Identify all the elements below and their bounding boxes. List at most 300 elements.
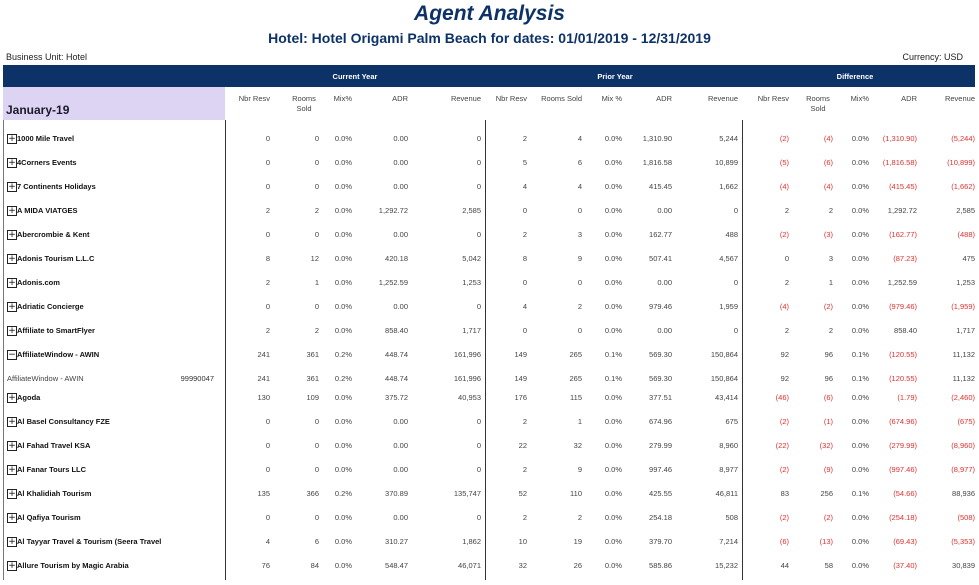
plus-box-icon[interactable]: +: [8, 326, 16, 336]
column-header-py-mix: Mix %: [601, 94, 622, 103]
diff-adr-cell: (54.66): [893, 489, 917, 498]
agent-name[interactable]: Al Fanar Tours LLC: [17, 465, 87, 474]
py-revenue-cell: 508: [725, 513, 738, 522]
table-row: [0, 182, 979, 206]
diff-mix-cell: 0.0%: [851, 441, 869, 450]
column-header-diff-rooms-sold: Rooms Sold: [806, 94, 830, 113]
py-rooms-sold-cell: 0: [577, 326, 582, 335]
diff-rooms-sold-cell: (4): [823, 134, 833, 143]
cy-rooms-sold-cell: 0: [314, 134, 319, 143]
cy-revenue-cell: 1,717: [462, 326, 481, 335]
diff-adr-cell: 1,252.59: [887, 278, 917, 287]
diff-adr-cell: (162.77): [889, 230, 917, 239]
agent-name[interactable]: Affiliate to SmartFlyer: [17, 326, 95, 335]
cy-nbr-resv-cell: 0: [265, 417, 270, 426]
column-header-diff-nbr-resv: Nbr Resv: [757, 94, 789, 103]
cy-adr-cell: 0.00: [393, 302, 408, 311]
py-revenue-cell: 150,864: [710, 374, 738, 383]
cy-rooms-sold-cell: 84: [310, 561, 319, 570]
py-nbr-resv-cell: 5: [522, 158, 527, 167]
agent-name[interactable]: A MIDA VIATGES: [17, 206, 78, 215]
diff-mix-cell: 0.0%: [851, 158, 869, 167]
cy-nbr-resv-cell: 2: [265, 278, 270, 287]
cy-nbr-resv-cell: 0: [265, 158, 270, 167]
diff-revenue-cell: (1,662): [951, 182, 975, 191]
diff-revenue-cell: (2,460): [951, 393, 975, 402]
diff-mix-cell: 0.0%: [851, 417, 869, 426]
cy-rooms-sold-cell: 361: [306, 374, 319, 383]
py-adr-cell: 674.96: [649, 417, 672, 426]
cy-mix-cell: 0.0%: [334, 230, 352, 239]
cy-adr-cell: 548.47: [385, 561, 408, 570]
diff-adr-cell: (979.46): [889, 302, 917, 311]
diff-adr-cell: (1,310.90): [882, 134, 917, 143]
table-row: [0, 441, 979, 465]
diff-revenue-cell: (10,899): [947, 158, 975, 167]
diff-revenue-cell: 1,253: [956, 278, 975, 287]
plus-box-icon[interactable]: +: [8, 513, 16, 523]
py-nbr-resv-cell: 4: [522, 182, 527, 191]
cy-mix-cell: 0.0%: [334, 302, 352, 311]
diff-rooms-sold-cell: (1): [823, 417, 833, 426]
cy-mix-cell: 0.2%: [334, 374, 352, 383]
cy-adr-cell: 1,292.72: [378, 206, 408, 215]
table-row: [0, 230, 979, 254]
diff-rooms-sold-cell: 58: [824, 561, 833, 570]
diff-nbr-resv-cell: 92: [780, 374, 789, 383]
agent-name[interactable]: 7 Continents Holidays: [17, 182, 96, 191]
column-header-cy-nbr-resv: Nbr Resv: [238, 94, 270, 103]
plus-box-icon[interactable]: +: [8, 441, 16, 451]
cy-revenue-cell: 0: [476, 417, 481, 426]
py-revenue-cell: 8,960: [719, 441, 738, 450]
agent-name[interactable]: 1000 Mile Travel: [17, 134, 75, 143]
minus-box-icon[interactable]: −: [8, 350, 16, 360]
agent-name[interactable]: Al Qafiya Tourism: [17, 513, 81, 522]
diff-nbr-resv-cell: 2: [784, 278, 789, 287]
diff-revenue-cell: 11,132: [952, 374, 975, 383]
py-nbr-resv-cell: 0: [522, 206, 527, 215]
py-nbr-resv-cell: 2: [522, 513, 527, 522]
agent-name[interactable]: Adriatic Concierge: [17, 302, 84, 311]
cy-mix-cell: 0.0%: [334, 513, 352, 522]
column-header-cy-revenue: Revenue: [450, 94, 481, 103]
cy-revenue-cell: 0: [476, 513, 481, 522]
table-row: [0, 302, 979, 326]
table-row: [0, 561, 979, 585]
diff-nbr-resv-cell: 92: [780, 350, 789, 359]
py-mix-cell: 0.0%: [604, 206, 622, 215]
py-adr-cell: 415.45: [649, 182, 672, 191]
diff-adr-cell: (120.55): [889, 350, 917, 359]
py-adr-cell: 254.18: [649, 513, 672, 522]
cy-adr-cell: 375.72: [385, 393, 408, 402]
plus-box-icon[interactable]: +: [8, 134, 16, 144]
py-adr-cell: 377.51: [649, 393, 672, 402]
py-revenue-cell: 5,244: [719, 134, 738, 143]
cy-adr-cell: 0.00: [393, 441, 408, 450]
cy-nbr-resv-cell: 8: [265, 254, 270, 263]
py-mix-cell: 0.0%: [604, 465, 622, 474]
cy-nbr-resv-cell: 0: [265, 182, 270, 191]
cy-revenue-cell: 0: [476, 134, 481, 143]
py-nbr-resv-cell: 0: [522, 326, 527, 335]
plus-box-icon[interactable]: +: [8, 230, 16, 240]
py-mix-cell: 0.0%: [604, 561, 622, 570]
cy-mix-cell: 0.0%: [334, 561, 352, 570]
cy-revenue-cell: 1,253: [462, 278, 481, 287]
diff-revenue-cell: 475: [962, 254, 975, 263]
cy-adr-cell: 448.74: [385, 350, 408, 359]
py-revenue-cell: 46,811: [715, 489, 738, 498]
diff-rooms-sold-cell: 2: [828, 206, 833, 215]
py-adr-cell: 279.99: [649, 441, 672, 450]
cy-revenue-cell: 5,042: [462, 254, 481, 263]
table-row: [0, 513, 979, 537]
cy-mix-cell: 0.0%: [334, 278, 352, 287]
py-adr-cell: 0.00: [657, 326, 672, 335]
cy-rooms-sold-cell: 0: [314, 182, 319, 191]
agent-name[interactable]: Al Tayyar Travel & Tourism (Seera Travel: [17, 537, 162, 546]
py-adr-cell: 0.00: [657, 278, 672, 287]
py-mix-cell: 0.0%: [604, 254, 622, 263]
py-nbr-resv-cell: 149: [514, 350, 527, 359]
diff-nbr-resv-cell: (2): [779, 134, 789, 143]
py-nbr-resv-cell: 52: [518, 489, 527, 498]
cy-rooms-sold-cell: 109: [306, 393, 319, 402]
py-revenue-cell: 0: [733, 326, 738, 335]
cy-adr-cell: 0.00: [393, 158, 408, 167]
table-row: [0, 326, 979, 350]
py-adr-cell: 569.30: [649, 350, 672, 359]
business-unit-label: Business Unit: Hotel: [6, 52, 88, 62]
cy-adr-cell: 448.74: [385, 374, 408, 383]
cy-rooms-sold-cell: 0: [314, 158, 319, 167]
diff-nbr-resv-cell: 2: [784, 326, 789, 335]
diff-rooms-sold-cell: (6): [823, 393, 833, 402]
diff-adr-cell: (120.55): [889, 374, 917, 383]
column-header-py-adr: ADR: [656, 94, 672, 103]
plus-box-icon[interactable]: +: [8, 254, 16, 264]
py-revenue-cell: 488: [725, 230, 738, 239]
py-mix-cell: 0.0%: [604, 489, 622, 498]
py-nbr-resv-cell: 22: [518, 441, 527, 450]
py-revenue-cell: 4,567: [719, 254, 738, 263]
agent-name[interactable]: Al Khalidiah Tourism: [17, 489, 92, 498]
py-adr-cell: 425.55: [649, 489, 672, 498]
cy-nbr-resv-cell: 0: [265, 302, 270, 311]
py-adr-cell: 379.70: [649, 537, 672, 546]
table-row: [0, 417, 979, 441]
cy-nbr-resv-cell: 2: [265, 326, 270, 335]
column-header-py-rooms-sold: Rooms Sold: [541, 94, 582, 103]
month-label: January-19: [6, 103, 70, 117]
diff-revenue-cell: 11,132: [952, 350, 975, 359]
diff-adr-cell: 1,292.72: [887, 206, 917, 215]
diff-nbr-resv-cell: (4): [779, 302, 789, 311]
py-revenue-cell: 0: [733, 278, 738, 287]
diff-nbr-resv-cell: 44: [780, 561, 789, 570]
diff-mix-cell: 0.0%: [851, 206, 869, 215]
column-header-diff-mix: Mix%: [850, 94, 869, 103]
py-revenue-cell: 1,662: [719, 182, 738, 191]
cy-mix-cell: 0.2%: [334, 489, 352, 498]
diff-rooms-sold-cell: (9): [823, 465, 833, 474]
py-mix-cell: 0.0%: [604, 230, 622, 239]
column-header-diff-revenue: Revenue: [944, 94, 975, 103]
diff-nbr-resv-cell: 0: [784, 254, 789, 263]
cy-revenue-cell: 0: [476, 158, 481, 167]
cy-rooms-sold-cell: 0: [314, 230, 319, 239]
cy-mix-cell: 0.0%: [334, 326, 352, 335]
py-mix-cell: 0.0%: [604, 182, 622, 191]
py-nbr-resv-cell: 2: [522, 465, 527, 474]
diff-nbr-resv-cell: (22): [775, 441, 789, 450]
cy-adr-cell: 0.00: [393, 230, 408, 239]
cy-revenue-cell: 40,953: [458, 393, 481, 402]
cy-revenue-cell: 161,996: [453, 350, 481, 359]
column-header-py-nbr-resv: Nbr Resv: [495, 94, 527, 103]
cy-nbr-resv-cell: 0: [265, 465, 270, 474]
diff-revenue-cell: (5,244): [951, 134, 975, 143]
diff-mix-cell: 0.0%: [851, 302, 869, 311]
agent-name[interactable]: Agoda: [17, 393, 41, 402]
diff-adr-cell: (1,816.58): [882, 158, 917, 167]
report-subtitle: Hotel: Hotel Origami Palm Beach for dates: 01/01/2019 - 12/31/2019: [268, 30, 711, 46]
py-rooms-sold-cell: 6: [577, 158, 582, 167]
py-revenue-cell: 10,899: [715, 158, 738, 167]
py-adr-cell: 979.46: [649, 302, 672, 311]
py-revenue-cell: 0: [733, 206, 738, 215]
cy-adr-cell: 1,252.59: [378, 278, 408, 287]
py-mix-cell: 0.0%: [604, 513, 622, 522]
cy-revenue-cell: 135,747: [453, 489, 481, 498]
diff-mix-cell: 0.0%: [851, 134, 869, 143]
diff-revenue-cell: (488): [957, 230, 975, 239]
agent-name[interactable]: Adonis Tourism L.L.C: [17, 254, 95, 263]
cy-rooms-sold-cell: 1: [314, 278, 319, 287]
diff-rooms-sold-cell: (2): [823, 302, 833, 311]
py-adr-cell: 162.77: [649, 230, 672, 239]
diff-nbr-resv-cell: (2): [779, 230, 789, 239]
py-adr-cell: 1,310.90: [642, 134, 672, 143]
py-nbr-resv-cell: 32: [518, 561, 527, 570]
group-prior-year: Prior Year: [597, 72, 633, 81]
plus-box-icon[interactable]: +: [8, 537, 16, 547]
py-rooms-sold-cell: 4: [577, 182, 582, 191]
cy-rooms-sold-cell: 0: [314, 465, 319, 474]
diff-adr-cell: (87.23): [893, 254, 917, 263]
diff-mix-cell: 0.0%: [851, 393, 869, 402]
py-rooms-sold-cell: 2: [577, 302, 582, 311]
py-adr-cell: 507.41: [649, 254, 672, 263]
plus-box-icon[interactable]: +: [8, 561, 16, 571]
py-mix-cell: 0.0%: [604, 417, 622, 426]
py-rooms-sold-cell: 265: [569, 374, 582, 383]
table-row: [0, 134, 979, 158]
py-adr-cell: 1,816.58: [642, 158, 672, 167]
diff-revenue-cell: 1,717: [956, 326, 975, 335]
column-header-cy-adr: ADR: [392, 94, 408, 103]
plus-box-icon[interactable]: +: [8, 278, 16, 288]
plus-box-icon[interactable]: +: [8, 206, 16, 216]
py-mix-cell: 0.0%: [604, 134, 622, 143]
diff-rooms-sold-cell: (32): [819, 441, 833, 450]
py-adr-cell: 585.86: [649, 561, 672, 570]
py-rooms-sold-cell: 9: [577, 465, 582, 474]
agent-name[interactable]: Adonis.com: [17, 278, 60, 287]
cy-nbr-resv-cell: 241: [257, 374, 270, 383]
group-current-year: Current Year: [332, 72, 378, 81]
agent-name[interactable]: Al Basel Consultancy FZE: [17, 417, 110, 426]
currency-label: Currency: USD: [902, 52, 963, 62]
py-mix-cell: 0.1%: [604, 374, 622, 383]
plus-box-icon[interactable]: +: [8, 417, 16, 427]
agent-name[interactable]: Al Fahad Travel KSA: [17, 441, 91, 450]
cy-adr-cell: 0.00: [393, 134, 408, 143]
cy-mix-cell: 0.0%: [334, 182, 352, 191]
cy-mix-cell: 0.0%: [334, 417, 352, 426]
diff-rooms-sold-cell: 1: [828, 278, 833, 287]
diff-mix-cell: 0.0%: [851, 326, 869, 335]
cy-mix-cell: 0.2%: [334, 350, 352, 359]
column-header-cy-rooms-sold: Rooms Sold: [292, 94, 316, 113]
py-mix-cell: 0.0%: [604, 393, 622, 402]
py-nbr-resv-cell: 2: [522, 230, 527, 239]
cy-adr-cell: 0.00: [393, 513, 408, 522]
column-header-cy-mix: Mix%: [333, 94, 352, 103]
cy-nbr-resv-cell: 135: [257, 489, 270, 498]
cy-adr-cell: 0.00: [393, 417, 408, 426]
table-row: [0, 158, 979, 182]
cy-mix-cell: 0.0%: [334, 206, 352, 215]
table-row: [0, 489, 979, 513]
diff-adr-cell: (37.40): [893, 561, 917, 570]
column-header-py-revenue: Revenue: [707, 94, 738, 103]
plus-box-icon[interactable]: +: [8, 182, 16, 192]
diff-nbr-resv-cell: 83: [780, 489, 789, 498]
py-adr-cell: 569.30: [649, 374, 672, 383]
cy-adr-cell: 858.40: [385, 326, 408, 335]
py-rooms-sold-cell: 0: [577, 206, 582, 215]
cy-adr-cell: 0.00: [393, 465, 408, 474]
cy-revenue-cell: 0: [476, 230, 481, 239]
py-mix-cell: 0.0%: [604, 441, 622, 450]
agent-name[interactable]: Allure Tourism by Magic Arabia: [17, 561, 129, 570]
py-mix-cell: 0.0%: [604, 537, 622, 546]
cy-revenue-cell: 0: [476, 465, 481, 474]
agent-name[interactable]: 4Corners Events: [17, 158, 77, 167]
diff-revenue-cell: (508): [957, 513, 975, 522]
agent-name[interactable]: Abercrombie & Kent: [17, 230, 90, 239]
plus-box-icon[interactable]: +: [8, 465, 16, 475]
py-revenue-cell: 150,864: [710, 350, 738, 359]
cy-rooms-sold-cell: 0: [314, 302, 319, 311]
py-nbr-resv-cell: 149: [514, 374, 527, 383]
py-adr-cell: 997.46: [649, 465, 672, 474]
cy-adr-cell: 310.27: [385, 537, 408, 546]
diff-mix-cell: 0.1%: [851, 374, 869, 383]
diff-mix-cell: 0.0%: [851, 278, 869, 287]
agent-name[interactable]: AffiliateWindow - AWIN: [17, 350, 100, 359]
cy-revenue-cell: 161,996: [453, 374, 481, 383]
cy-nbr-resv-cell: 0: [265, 441, 270, 450]
cy-rooms-sold-cell: 361: [306, 350, 319, 359]
py-rooms-sold-cell: 32: [573, 441, 582, 450]
cy-adr-cell: 0.00: [393, 182, 408, 191]
cy-nbr-resv-cell: 4: [265, 537, 270, 546]
table-row: [0, 393, 979, 417]
plus-box-icon[interactable]: +: [8, 489, 16, 499]
py-rooms-sold-cell: 3: [577, 230, 582, 239]
cy-mix-cell: 0.0%: [334, 254, 352, 263]
diff-nbr-resv-cell: (2): [779, 465, 789, 474]
cy-nbr-resv-cell: 0: [265, 230, 270, 239]
cy-mix-cell: 0.0%: [334, 134, 352, 143]
diff-revenue-cell: (675): [957, 417, 975, 426]
cy-rooms-sold-cell: 12: [310, 254, 319, 263]
cy-revenue-cell: 0: [476, 441, 481, 450]
diff-adr-cell: 858.40: [894, 326, 917, 335]
diff-mix-cell: 0.0%: [851, 513, 869, 522]
diff-mix-cell: 0.1%: [851, 350, 869, 359]
diff-mix-cell: 0.1%: [851, 489, 869, 498]
table-row: [0, 537, 979, 561]
plus-box-icon[interactable]: +: [8, 302, 16, 312]
py-rooms-sold-cell: 9: [577, 254, 582, 263]
diff-rooms-sold-cell: 3: [828, 254, 833, 263]
py-revenue-cell: 15,232: [715, 561, 738, 570]
cy-rooms-sold-cell: 2: [314, 206, 319, 215]
diff-revenue-cell: 88,936: [952, 489, 975, 498]
diff-revenue-cell: (8,960): [951, 441, 975, 450]
py-nbr-resv-cell: 2: [522, 417, 527, 426]
agent-name: AffiliateWindow - AWIN: [7, 374, 84, 383]
cy-adr-cell: 370.89: [385, 489, 408, 498]
diff-revenue-cell: (8,977): [951, 465, 975, 474]
cy-rooms-sold-cell: 0: [314, 441, 319, 450]
py-rooms-sold-cell: 115: [570, 393, 582, 402]
diff-rooms-sold-cell: 2: [828, 326, 833, 335]
diff-nbr-resv-cell: (4): [779, 182, 789, 191]
py-rooms-sold-cell: 19: [573, 537, 582, 546]
diff-rooms-sold-cell: (6): [823, 158, 833, 167]
py-mix-cell: 0.1%: [604, 350, 622, 359]
py-revenue-cell: 43,414: [715, 393, 738, 402]
diff-nbr-resv-cell: 2: [784, 206, 789, 215]
py-nbr-resv-cell: 4: [522, 302, 527, 311]
cy-revenue-cell: 0: [476, 182, 481, 191]
cy-revenue-cell: 1,862: [462, 537, 481, 546]
diff-revenue-cell: (5,353): [951, 537, 975, 546]
py-mix-cell: 0.0%: [604, 326, 622, 335]
py-nbr-resv-cell: 2: [522, 134, 527, 143]
plus-box-icon[interactable]: +: [8, 158, 16, 168]
py-nbr-resv-cell: 8: [522, 254, 527, 263]
diff-mix-cell: 0.0%: [851, 465, 869, 474]
diff-nbr-resv-cell: (2): [779, 417, 789, 426]
diff-nbr-resv-cell: (5): [779, 158, 789, 167]
diff-rooms-sold-cell: (2): [823, 513, 833, 522]
cy-revenue-cell: 46,071: [458, 561, 481, 570]
py-rooms-sold-cell: 110: [570, 489, 582, 498]
diff-revenue-cell: 2,585: [956, 206, 975, 215]
cy-mix-cell: 0.0%: [334, 158, 352, 167]
cy-nbr-resv-cell: 2: [265, 206, 270, 215]
diff-mix-cell: 0.0%: [851, 230, 869, 239]
py-nbr-resv-cell: 10: [518, 537, 527, 546]
plus-box-icon[interactable]: +: [8, 393, 16, 403]
